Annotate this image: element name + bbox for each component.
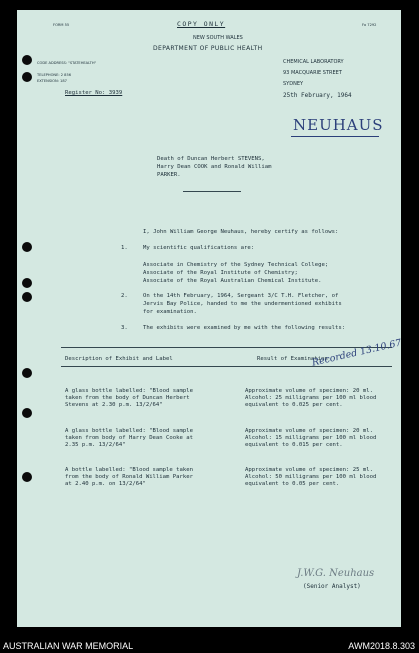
register-number: Register No: 3939 bbox=[65, 90, 123, 96]
qualification: Associate of the Royal Institute of Chemistry; bbox=[143, 270, 298, 276]
exhibit-description: taken from body of Harry Dean Cooke at bbox=[65, 435, 193, 441]
exhibit-result: equivalent to 0.05 per cent. bbox=[245, 481, 340, 487]
subject-line: PARKER. bbox=[157, 172, 181, 178]
qualification: Associate of the Royal Australian Chemical Institute. bbox=[143, 278, 322, 284]
item-text: The exhibits were examined by me with the following results: bbox=[143, 325, 346, 331]
handwritten-recorded-note: Recorded 13.10.67 bbox=[311, 337, 403, 369]
lab-city: SYDNEY bbox=[283, 81, 304, 87]
punch-hole bbox=[22, 368, 32, 378]
exhibit-description: at 2.40 p.m. on 13/2/64" bbox=[65, 481, 146, 487]
item-number: 2. bbox=[121, 293, 128, 299]
punch-hole bbox=[22, 292, 32, 302]
copy-only-stamp: COPY ONLY bbox=[177, 20, 226, 28]
table-top-rule bbox=[61, 347, 392, 348]
form-code: Fo 7292 bbox=[362, 23, 377, 27]
exhibit-description: Stevens at 2.30 p.m. 13/2/64" bbox=[65, 402, 163, 408]
exhibit-result: Alcohol: 15 milligrams per 100 ml blood bbox=[245, 435, 377, 441]
exhibit-description: from the body of Ronald William Parker bbox=[65, 474, 193, 480]
punch-hole bbox=[22, 408, 32, 418]
lab-name: CHEMICAL LABORATORY bbox=[283, 59, 344, 65]
column-header: Result of Examination bbox=[257, 356, 328, 362]
report-date: 25th February, 1964 bbox=[283, 92, 352, 99]
lab-street: 93 MACQUARIE STREET bbox=[283, 70, 342, 76]
item-text: My scientific qualifications are: bbox=[143, 245, 255, 251]
item-text: Jervis Bay Police, handed to me the undermentioned exhibits bbox=[143, 301, 342, 307]
handwritten-underline bbox=[291, 136, 379, 137]
extension: EXTENSION: 187 bbox=[37, 79, 67, 83]
item-number: 1. bbox=[121, 245, 128, 251]
item-text: On the 14th February, 1964, Sergeant 3/C T.H. Fletcher, of bbox=[143, 293, 339, 299]
item-text: for examination. bbox=[143, 309, 197, 315]
certify-statement: I, John William George Neuhaus, hereby certify as follows: bbox=[143, 229, 339, 235]
exhibit-description: A glass bottle labelled: "Blood sample bbox=[65, 428, 193, 434]
signatory-title: (Senior Analyst) bbox=[303, 583, 361, 590]
department-heading: DEPARTMENT OF PUBLIC HEALTH bbox=[153, 45, 263, 52]
table-header-rule bbox=[61, 366, 392, 367]
signature: J.W.G. Neuhaus bbox=[297, 568, 375, 579]
state-heading: NEW SOUTH WALES bbox=[193, 35, 243, 41]
footer-accession-number: AWM2018.8.303 bbox=[348, 641, 415, 651]
exhibit-description: 2.35 p.m. 13/2/64" bbox=[65, 442, 126, 448]
subject-line: Death of Duncan Herbert STEVENS, bbox=[157, 156, 265, 162]
punch-hole bbox=[22, 472, 32, 482]
qualification: Associate in Chemistry of the Sydney Technical College; bbox=[143, 262, 329, 268]
punch-hole bbox=[22, 242, 32, 252]
punch-hole bbox=[22, 278, 32, 288]
punch-hole bbox=[22, 72, 32, 82]
item-number: 3. bbox=[121, 325, 128, 331]
exhibit-result: equivalent to 0.015 per cent. bbox=[245, 442, 343, 448]
punch-hole bbox=[22, 55, 32, 65]
exhibit-result: equivalent to 0.025 per cent. bbox=[245, 402, 343, 408]
column-header: Description of Exhibit and Label bbox=[65, 356, 173, 362]
exhibit-result: Approximate volume of specimen: 20 ml. bbox=[245, 428, 373, 434]
exhibit-description: A glass bottle labelled: "Blood sample bbox=[65, 388, 193, 394]
exhibit-result: Approximate volume of specimen: 20 ml. bbox=[245, 388, 373, 394]
exhibit-result: Approximate volume of specimen: 25 ml. bbox=[245, 467, 373, 473]
exhibit-result: Alcohol: 25 milligrams per 100 ml blood bbox=[245, 395, 377, 401]
footer-credit: AUSTRALIAN WAR MEMORIAL bbox=[3, 641, 134, 651]
code-address: CODE ADDRESS: "STATEHEALTH" bbox=[37, 61, 97, 65]
exhibit-result: Alcohol: 50 milligrams per 100 ml blood bbox=[245, 474, 377, 480]
document-page bbox=[17, 10, 401, 627]
exhibit-description: A bottle labelled: "Blood sample taken bbox=[65, 467, 193, 473]
subject-divider bbox=[183, 191, 241, 192]
telephone: TELEPHONE: 2 856 bbox=[37, 73, 72, 77]
exhibit-description: taken from the body of Duncan Herbert bbox=[65, 395, 190, 401]
form-number: FORM 55 bbox=[53, 23, 70, 27]
subject-line: Harry Dean COOK and Ronald William bbox=[157, 164, 272, 170]
handwritten-name: NEUHAUS bbox=[293, 116, 384, 134]
